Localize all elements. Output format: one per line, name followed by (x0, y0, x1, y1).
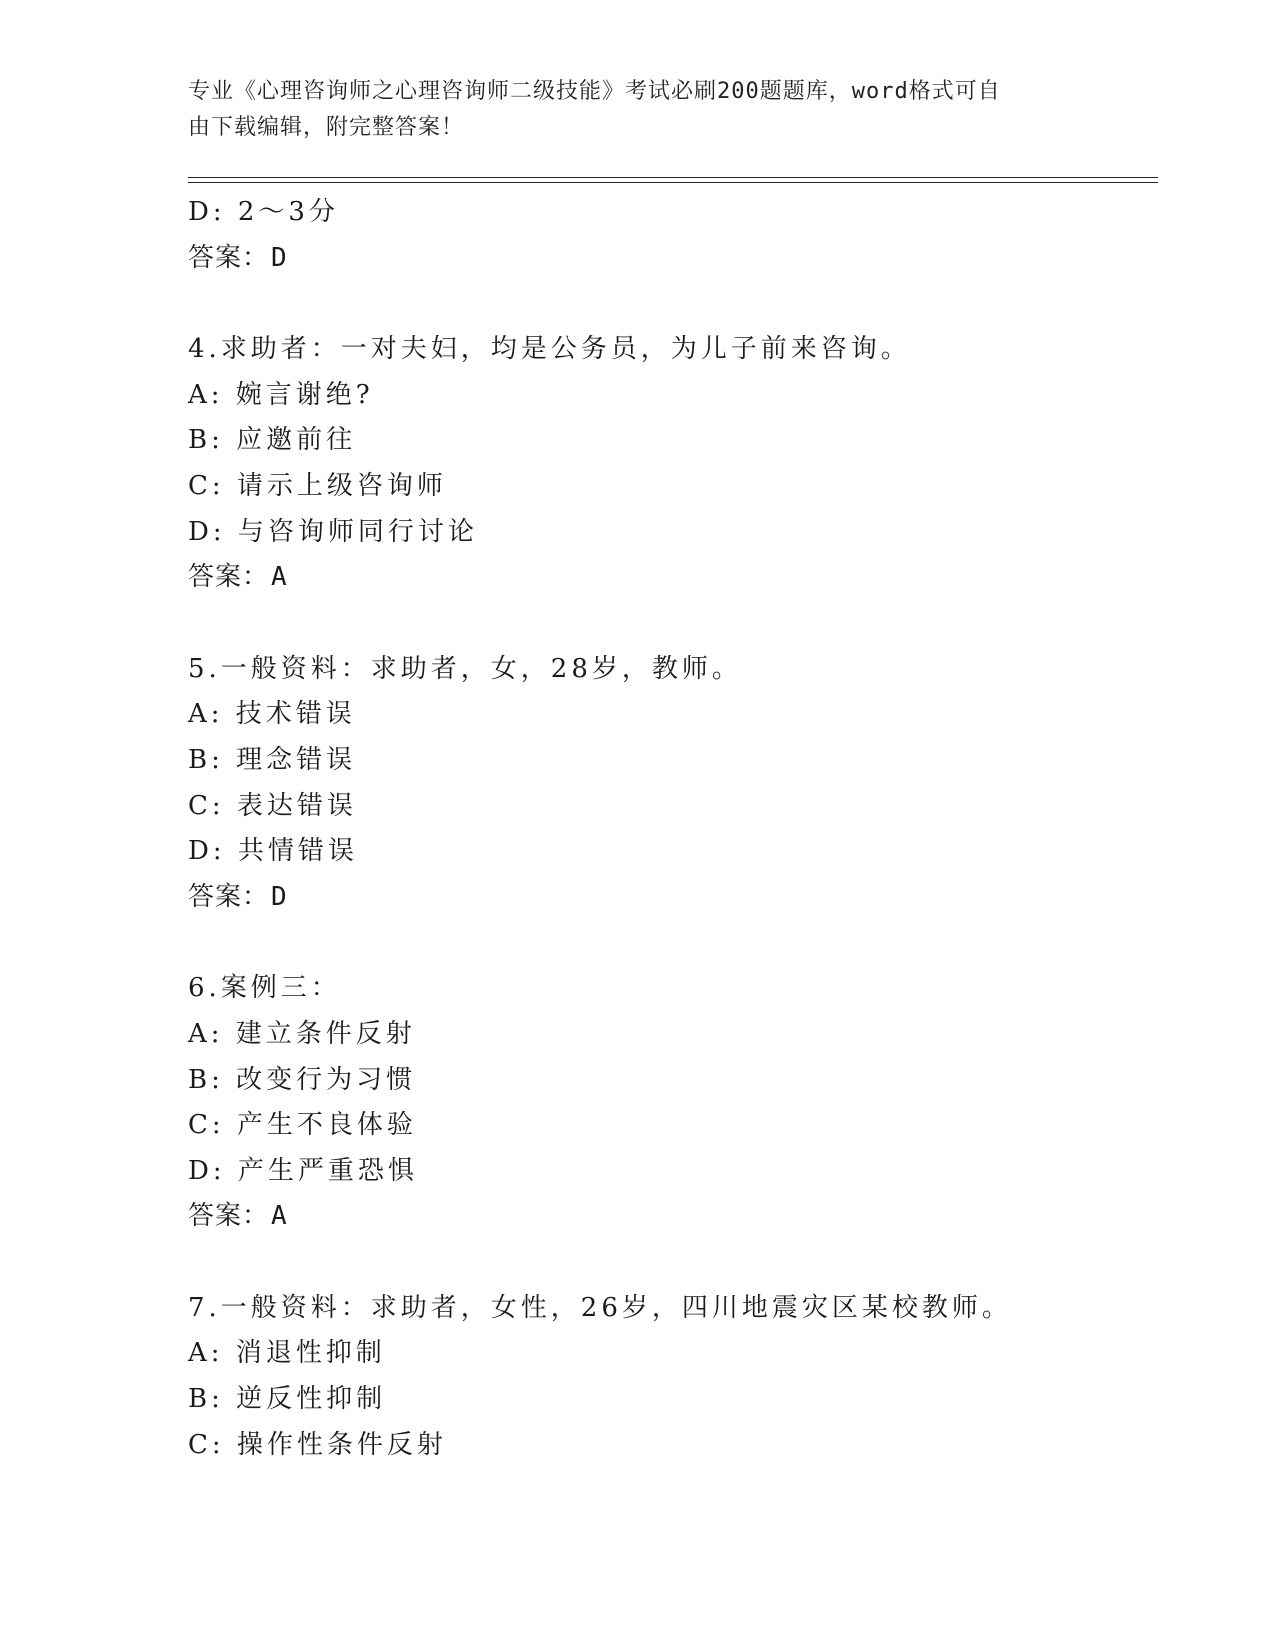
header-rule-top (188, 177, 1158, 178)
answer-value: D (271, 242, 288, 273)
answer-label: 答案： (188, 562, 270, 593)
header-line-2: 由下载编辑，附完整答案！ (188, 115, 465, 140)
question-block (188, 966, 1148, 1240)
option-d: D: 与咨询师同行讨论 (188, 516, 478, 547)
answer-label: 答案： (188, 881, 270, 912)
option-d: D: 共情错误 (188, 836, 358, 867)
option-a: A: 技术错误 (188, 699, 356, 730)
option-c: C: 请示上级咨询师 (188, 470, 447, 501)
answer-label: 答案： (188, 242, 270, 273)
option-a: A: 婉言谢绝? (188, 379, 374, 410)
option-b: B: 理念错误 (188, 744, 357, 775)
header-line-1: 专业《心理咨询师之心理咨询师二级技能》考试必刷200题题库，word格式可自 (188, 79, 1001, 104)
option-c: C: 产生不良体验 (188, 1110, 417, 1141)
answer-label: 答案： (188, 1201, 270, 1232)
question-stem: 5.一般资料：求助者，女，28岁，教师。 (188, 653, 742, 684)
question-block (188, 327, 1148, 601)
question-block (188, 647, 1148, 921)
option-c: C: 表达错误 (188, 790, 357, 821)
answer-value: A (271, 1201, 288, 1232)
answer-value: D (271, 881, 288, 912)
question-stem: 7.一般资料：求助者，女性，26岁，四川地震灾区某校教师。 (188, 1292, 1012, 1323)
question-stem: 6.案例三： (188, 973, 341, 1004)
page-header (188, 74, 1078, 146)
document-body (188, 190, 1148, 1468)
question-block (188, 1286, 1148, 1468)
option-a: A: 建立条件反射 (188, 1018, 416, 1049)
option-d: D: 产生严重恐惧 (188, 1155, 418, 1186)
answer-line (188, 555, 1148, 601)
header-rule-bottom (188, 182, 1158, 183)
answer-line (188, 875, 1148, 921)
answer-value: A (271, 562, 288, 593)
question-stem: 4.求助者：一对夫妇，均是公务员，为儿子前来咨询。 (188, 334, 911, 365)
option-b: B: 改变行为习惯 (188, 1064, 417, 1095)
answer-line (188, 236, 1148, 282)
option-d: D: 2～3分 (188, 197, 339, 227)
option-b: B: 应邀前往 (188, 425, 357, 456)
answer-line (188, 1194, 1148, 1240)
option-c: C: 操作性条件反射 (188, 1429, 447, 1460)
option-b: B: 逆反性抑制 (188, 1384, 387, 1415)
option-a: A: 消退性抑制 (188, 1338, 386, 1369)
